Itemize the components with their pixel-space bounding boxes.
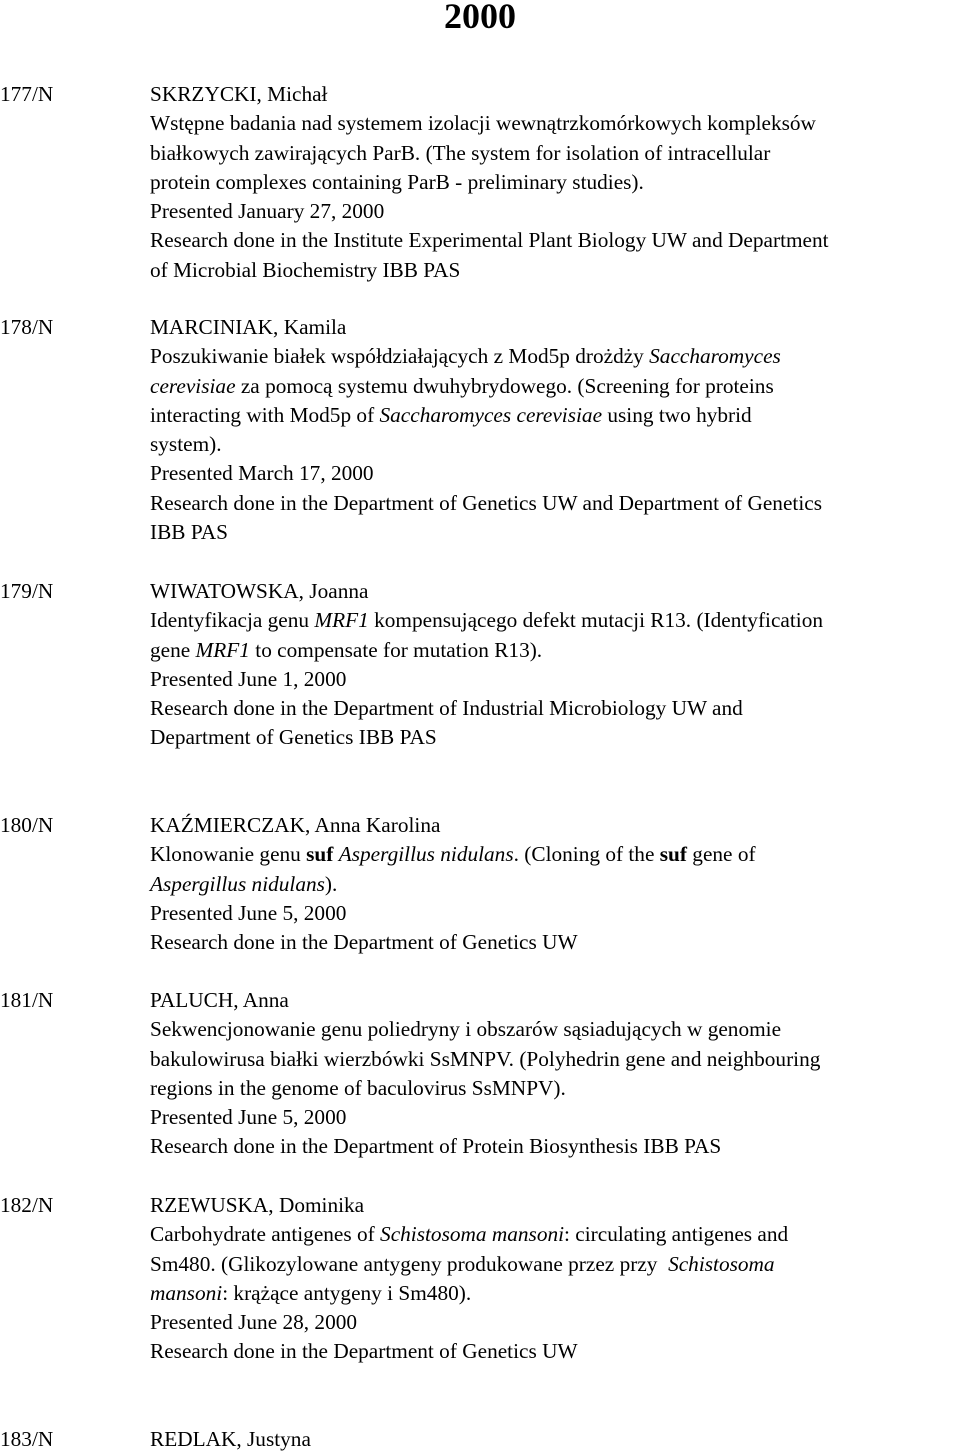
research-location: IBB PAS <box>150 520 228 545</box>
title-text: : krążące antygeny i Sm480). <box>222 1280 472 1305</box>
title-text: kompensującego defekt mutacji R13. (Identyfication <box>368 608 824 633</box>
entry-body <box>150 1425 960 1454</box>
gene-name: suf <box>659 842 687 867</box>
thesis-title-line: regions in the genome of baculovirus SsMNPV). <box>150 1075 566 1100</box>
entry-body <box>150 80 960 285</box>
thesis-title-line: system). <box>150 432 222 457</box>
title-text: Poszukiwanie białek współdziałających z Mod5p drożdży <box>150 344 650 369</box>
presented-date: Presented June 28, 2000 <box>150 1310 358 1335</box>
entry-number: 182/N <box>0 1193 54 1217</box>
entry-number: 177/N <box>0 82 54 106</box>
thesis-title-line: protein complexes containing ParB - preliminary studies). <box>150 169 644 194</box>
thesis-title-line: białkowych zawirających ParB. (The system for isolation of intracellular <box>150 140 771 165</box>
research-location: Research done in the Institute Experimental Plant Biology UW and Department <box>150 228 829 253</box>
species-name: Schistosoma mansoni <box>380 1222 565 1247</box>
presented-date: Presented June 5, 2000 <box>150 1105 347 1130</box>
thesis-title-line <box>150 1279 960 1308</box>
gene-name: MRF1 <box>314 608 369 633</box>
research-location: Research done in the Department of Genetics UW <box>150 1339 578 1364</box>
research-location: Research done in the Department of Genetics UW and Department of Genetics <box>150 490 822 515</box>
entry-body <box>150 577 960 753</box>
thesis-title-line <box>150 606 960 635</box>
entry-body <box>150 811 960 957</box>
thesis-title-line: Sekwencjonowanie genu poliedryny i obszarów sąsiadujących w genomie <box>150 1017 782 1042</box>
species-name: Schistosoma <box>668 1251 775 1276</box>
research-location: Research done in the Department of Genetics UW <box>150 930 578 955</box>
author-name: REDLAK, Justyna <box>150 1427 311 1451</box>
title-text: interacting with Mod5p of <box>150 402 380 427</box>
title-text: using two hybrid <box>602 402 752 427</box>
gene-name: MRF1 <box>195 637 250 662</box>
species-name: Aspergillus nidulans <box>338 842 514 867</box>
entry-body <box>150 1191 960 1367</box>
thesis-title-line <box>150 342 960 371</box>
presented-date: Presented June 5, 2000 <box>150 900 347 925</box>
title-text: gene <box>150 637 196 662</box>
entry-number: 180/N <box>0 813 54 837</box>
author-name: MARCINIAK, Kamila <box>150 315 347 339</box>
title-text: Klonowanie genu <box>150 842 307 867</box>
species-name: Aspergillus nidulans <box>150 871 325 896</box>
thesis-title-line: Wstępne badania nad systemem izolacji wewnątrzkomórkowych kompleksów <box>150 111 816 136</box>
entry-body <box>150 986 960 1162</box>
research-location: Research done in the Department of Protein Biosynthesis IBB PAS <box>150 1134 722 1159</box>
thesis-title-line <box>150 1250 960 1279</box>
author-name: KAŹMIERCZAK, Anna Karolina <box>150 813 441 837</box>
title-text: ). <box>324 871 338 896</box>
title-text: Carbohydrate antigenes of <box>150 1222 381 1247</box>
title-text: . (Cloning of the <box>513 842 660 867</box>
title-text: za pomocą systemu dwuhybrydowego. (Screening for proteins <box>235 373 774 398</box>
title-text: to compensate for mutation R13). <box>249 637 543 662</box>
thesis-title-line <box>150 636 960 665</box>
gene-name: suf <box>306 842 334 867</box>
title-text: gene of <box>686 842 756 867</box>
entry-number: 178/N <box>0 315 54 339</box>
presented-date: Presented March 17, 2000 <box>150 461 374 486</box>
research-location: Department of Genetics IBB PAS <box>150 725 437 750</box>
entry-body <box>150 313 960 547</box>
presented-date: Presented June 1, 2000 <box>150 666 347 691</box>
species-name: Saccharomyces <box>649 344 781 369</box>
research-location: Research done in the Department of Industrial Microbiology UW and <box>150 696 743 721</box>
species-name: cerevisiae <box>150 373 236 398</box>
entry-number: 183/N <box>0 1427 54 1451</box>
entry-number: 179/N <box>0 579 54 603</box>
author-name: WIWATOWSKA, Joanna <box>150 579 369 603</box>
presented-date: Presented January 27, 2000 <box>150 199 385 224</box>
thesis-title-line: bakulowirusa białki wierzbówki SsMNPV. (Polyhedrin gene and neighbouring <box>150 1046 821 1071</box>
author-name: SKRZYCKI, Michał <box>150 82 328 106</box>
entry-number: 181/N <box>0 988 54 1012</box>
thesis-title-line <box>150 1220 960 1249</box>
thesis-title-line <box>150 840 960 869</box>
title-text: Identyfikacja genu <box>150 608 315 633</box>
page-title: 2000 <box>444 0 516 36</box>
author-name: RZEWUSKA, Dominika <box>150 1193 365 1217</box>
author-name: PALUCH, Anna <box>150 988 289 1012</box>
species-name: Saccharomyces cerevisiae <box>379 402 603 427</box>
thesis-title-line <box>150 372 960 401</box>
research-location: of Microbial Biochemistry IBB PAS <box>150 257 461 282</box>
title-text: Sm480. (Glikozylowane antygeny produkowane przez przy <box>150 1251 669 1276</box>
species-name: mansoni <box>150 1280 223 1305</box>
thesis-title-line <box>150 401 960 430</box>
title-text: : circulating antigenes and <box>564 1222 789 1247</box>
thesis-title-line <box>150 870 960 899</box>
